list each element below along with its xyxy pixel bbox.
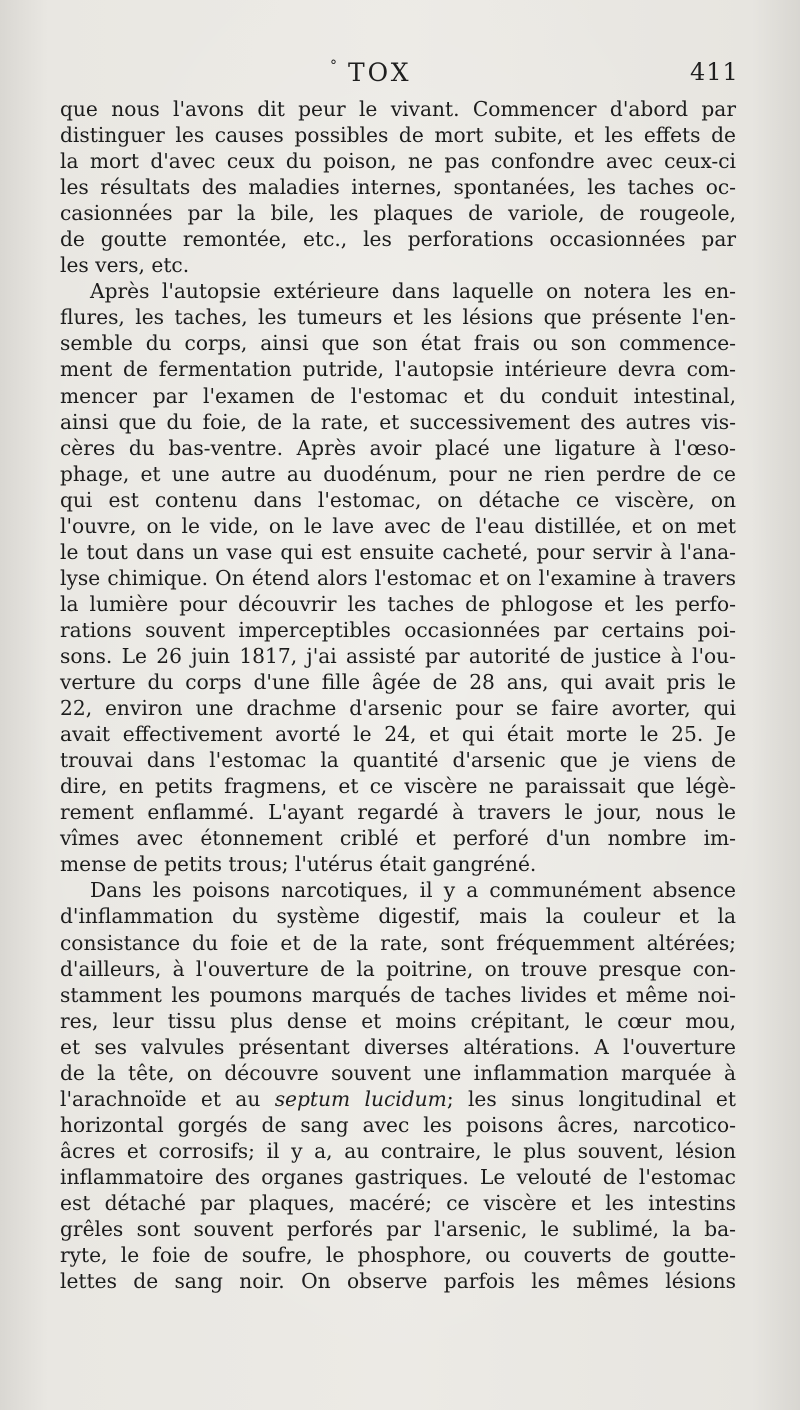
running-head [330, 58, 412, 87]
text-line: distinguer les causes possibles de mort subite, et les effets de [60, 123, 736, 148]
text-line: trouvai dans l'estomac la quantité d'arsenic que je viens de [60, 748, 736, 773]
text-line: dire, en petits fragmens, et ce viscère ne paraissait que légè- [60, 774, 736, 799]
text-line: d'inflammation du système digestif, mais la couleur et la [60, 904, 736, 929]
text-line: les vers, etc. [60, 253, 190, 278]
text-fragment: ; les sinus longitudinal et [446, 1086, 736, 1111]
text-line: de la tête, on découvre souvent une inflammation marquée à [60, 1060, 736, 1085]
text-line: l'ouvre, on le vide, on le lave avec de l'eau distillée, et on met [60, 513, 736, 538]
page-number: 411 [690, 58, 739, 86]
text-line: phage, et une autre au duodénum, pour ne rien perdre de ce [60, 461, 736, 486]
header-mark: ° [330, 58, 340, 74]
body-text [60, 96, 736, 1294]
text-line: la mort d'avec ceux du poison, ne pas confondre avec ceux-ci [60, 149, 736, 174]
text-line: cères du bas-ventre. Après avoir placé une ligature à l'œso- [60, 435, 736, 460]
text-line: est détaché par plaques, macéré; ce viscère et les intestins [60, 1190, 736, 1215]
page-header [0, 58, 800, 94]
text-line: ainsi que du foie, de la rate, et successivement des autres vis- [60, 409, 736, 434]
text-line: le tout dans un vase qui est ensuite cacheté, pour servir à l'ana- [60, 539, 736, 564]
text-line: 22, environ une drachme d'arsenic pour se faire avorter, qui [60, 696, 736, 721]
text-line: lyse chimique. On étend alors l'estomac et on l'examine à travers [60, 565, 736, 590]
text-fragment: l'arachnoïde et au [60, 1086, 261, 1111]
text-line: âcres et corrosifs; il y a, au contraire, le plus souvent, lésion [60, 1138, 736, 1163]
text-line: mense de petits trous; l'utérus était gangréné. [60, 852, 537, 877]
text-line: rations souvent imperceptibles occasionnées par certains poi- [60, 617, 736, 642]
text-line: d'ailleurs, à l'ouverture de la poitrine, on trouve presque con- [60, 956, 736, 981]
text-line: consistance du foie et de la rate, sont fréquemment altérées; [60, 930, 736, 955]
text-line: stamment les poumons marqués de taches livides et même noi- [60, 982, 736, 1007]
text-line: la lumière pour découvrir les taches de phlogose et les perfo- [60, 591, 736, 616]
text-line: rement enflammé. L'ayant regardé à travers le jour, nous le [60, 800, 736, 825]
text-line: inflammatoire des organes gastriques. Le velouté de l'estomac [60, 1164, 736, 1189]
text-line: lettes de sang noir. On observe parfois les mêmes lésions [60, 1269, 736, 1294]
text-line: casionnées par la bile, les plaques de variole, de rougeole, [60, 201, 736, 226]
text-line: vîmes avec étonnement criblé et perforé d'un nombre im- [60, 826, 736, 851]
text-line: semble du corps, ainsi que son état frais ou son commence- [60, 331, 736, 356]
text-line: res, leur tissu plus dense et moins crépitant, le cœur mou, [60, 1008, 736, 1033]
text-line: et ses valvules présentant diverses altérations. A l'ouverture [60, 1034, 736, 1059]
italic-term: septum lucidum [274, 1086, 447, 1111]
text-line: flures, les taches, les tumeurs et les lésions que présente l'en- [60, 305, 736, 330]
text-line [60, 1086, 736, 1112]
text-line: ryte, le foie de soufre, le phosphore, ou couverts de goutte- [60, 1243, 736, 1268]
running-head-text: TOX [348, 58, 412, 87]
text-line: les résultats des maladies internes, spontanées, les taches oc- [60, 175, 736, 200]
text-line: grêles sont souvent perforés par l'arsenic, le sublimé, la ba- [60, 1217, 736, 1242]
paragraph-start: Dans les poisons narcotiques, il y a communément absence [90, 878, 736, 903]
paragraph-start: Après l'autopsie extérieure dans laquelle on notera les en- [90, 279, 736, 304]
text-line: avait effectivement avorté le 24, et qui était morte le 25. Je [60, 722, 736, 747]
text-line: ment de fermentation putride, l'autopsie intérieure devra com- [60, 357, 736, 382]
text-line: que nous l'avons dit peur le vivant. Commencer d'abord par [60, 97, 736, 121]
text-line: verture du corps d'une fille âgée de 28 ans, qui avait pris le [60, 670, 736, 695]
text-line: horizontal gorgés de sang avec les poisons âcres, narcotico- [60, 1112, 736, 1137]
text-line: mencer par l'examen de l'estomac et du conduit intestinal, [60, 383, 736, 408]
text-line: qui est contenu dans l'estomac, on détache ce viscère, on [60, 487, 736, 512]
text-line: de goutte remontée, etc., les perforations occasionnées par [60, 227, 736, 252]
text-line: sons. Le 26 juin 1817, j'ai assisté par autorité de justice à l'ou- [60, 643, 736, 668]
